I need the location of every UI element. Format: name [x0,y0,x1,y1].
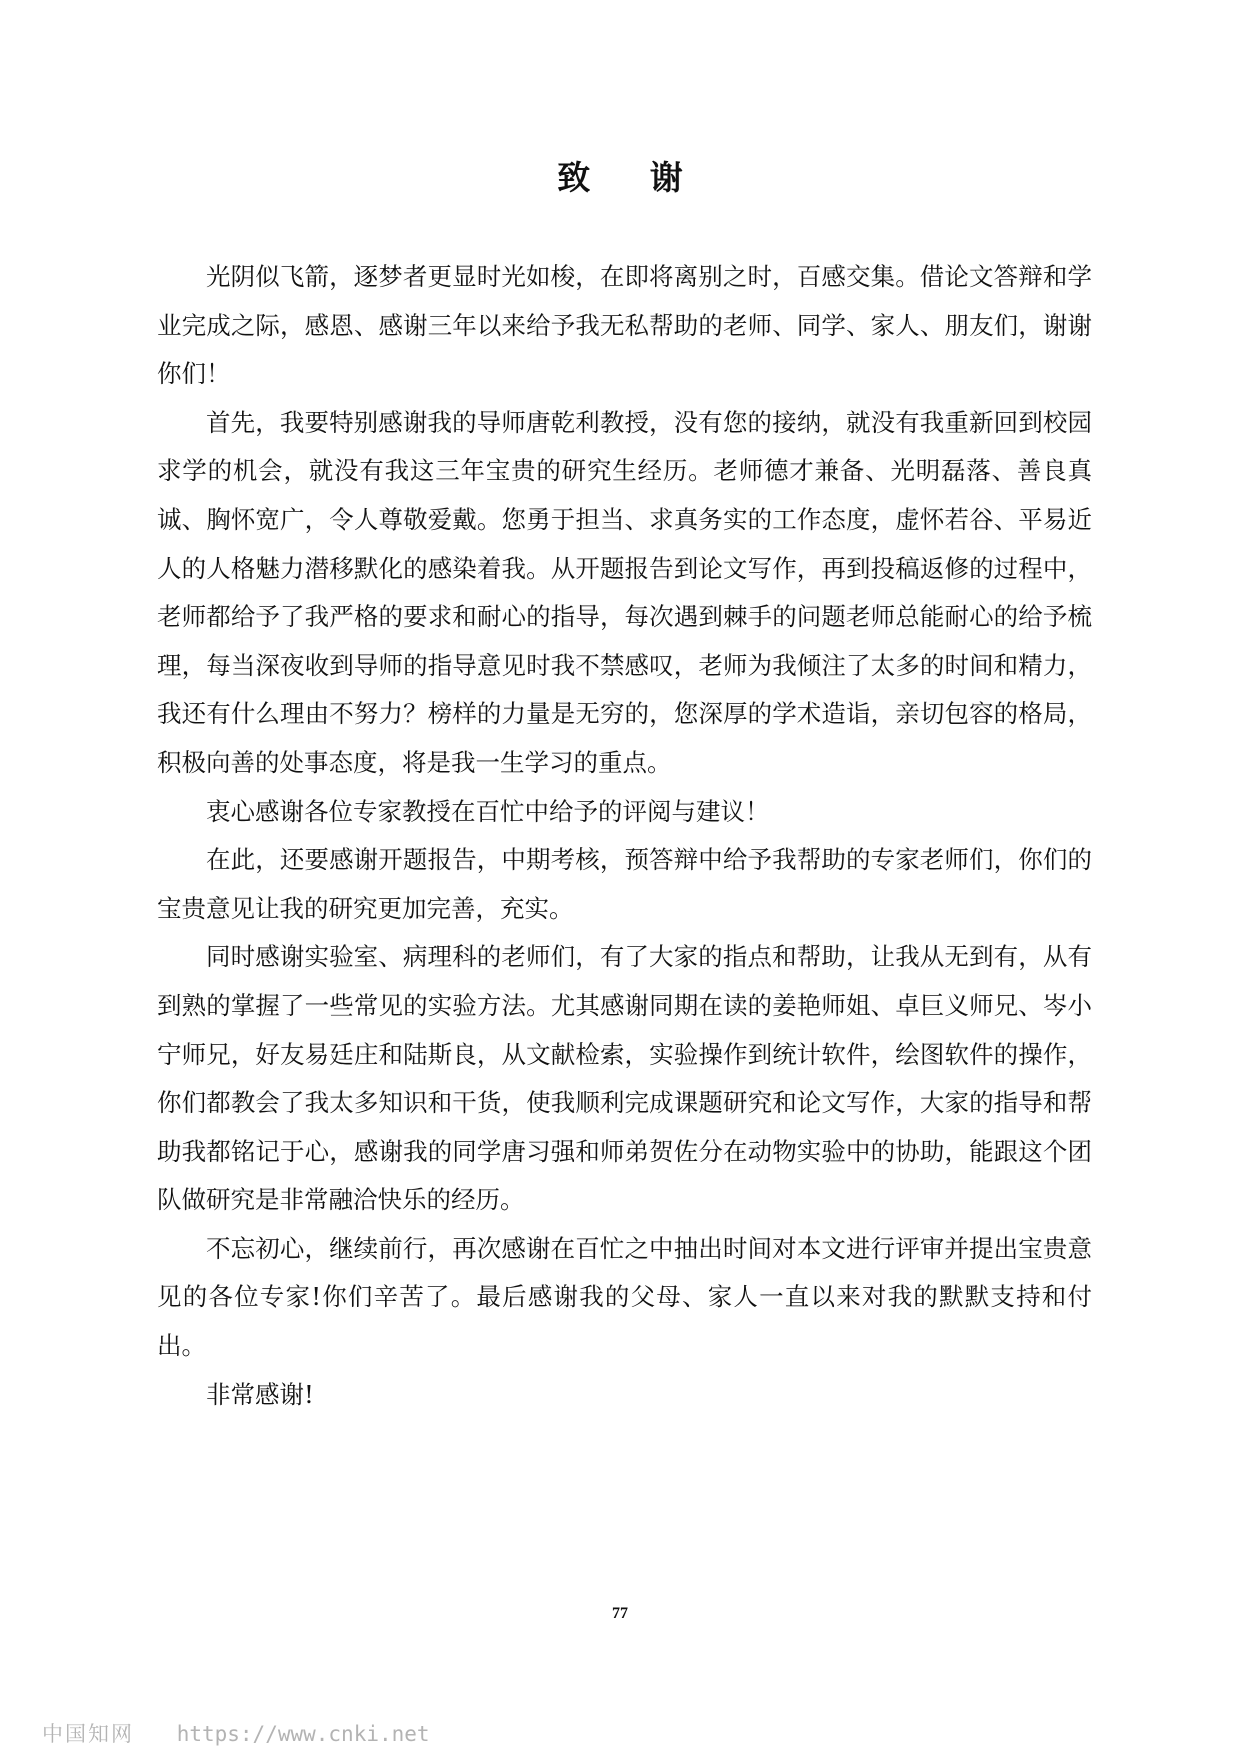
page-number: 77 [612,1605,628,1622]
paragraph: 在此，还要感谢开题报告，中期考核，预答辩中给予我帮助的专家老师们，你们的宝贵意见让我的研究更加完善，充实。 [157,845,1092,923]
page-title: 致 谢 [557,158,707,197]
paragraph: 同时感谢实验室、病理科的老师们，有了大家的指点和帮助，让我从无到有，从有到熟的掌握了一些常见的实验方法。尤其感谢同期在读的姜艳师姐、卓巨义师兄、岑小宁师兄，好友易廷庄和陆斯良，从文献检索，实验操作到统计软件，绘图软件的操作，你们都教会了我太多知识和干货，使我顺利完成课题研究和论文写作，大家的指导和帮助我都铭记于心，感谢我的同学唐习强和师弟贺佐分在动物实验中的协助，能跟这个团队做研究是非常融洽快乐的经历。 [157,942,1092,1215]
watermark-brand: 中国知网 [42,1722,134,1746]
paragraph: 首先，我要特别感谢我的导师唐乾利教授，没有您的接纳，就没有我重新回到校园求学的机会，就没有我这三年宝贵的研究生经历。老师德才兼备、光明磊落、善良真诚、胸怀宽广，令人尊敬爱戴。您勇于担当、求真务实的工作态度，虚怀若谷、平易近人的人格魅力潜移默化的感染着我。从开题报告到论文写作，再到投稿返修的过程中，老师都给予了我严格的要求和耐心的指导，每次遇到棘手的问题老师总能耐心的给予梳理，每当深夜收到导师的指导意见时我不禁感叹，老师为我倾注了太多的时间和精力，我还有什么理由不努力？榜样的力量是无穷的，您深厚的学术造诣，亲切包容的格局，积极向善的处事态度，将是我一生学习的重点。 [157,407,1092,777]
paragraph: 非常感谢! [206,1379,314,1409]
paragraph: 不忘初心，继续前行，再次感谢在百忙之中抽出时间对本文进行评审并提出宝贵意见的各位专家!你们辛苦了。最后感谢我的父母、家人一直以来对我的默默支持和付出。 [157,1233,1092,1361]
watermark-url: https://www.cnki.net [176,1722,430,1746]
paragraph: 衷心感谢各位专家教授在百忙中给予的评阅与建议！ [206,796,770,826]
cnki-watermark [42,1718,430,1748]
acknowledgement-body [157,253,1092,1419]
paragraph: 光阴似飞箭，逐梦者更显时光如梭，在即将离别之时，百感交集。借论文答辩和学业完成之际，感恩、感谢三年以来给予我无私帮助的老师、同学、家人、朋友们，谢谢你们！ [157,262,1092,389]
